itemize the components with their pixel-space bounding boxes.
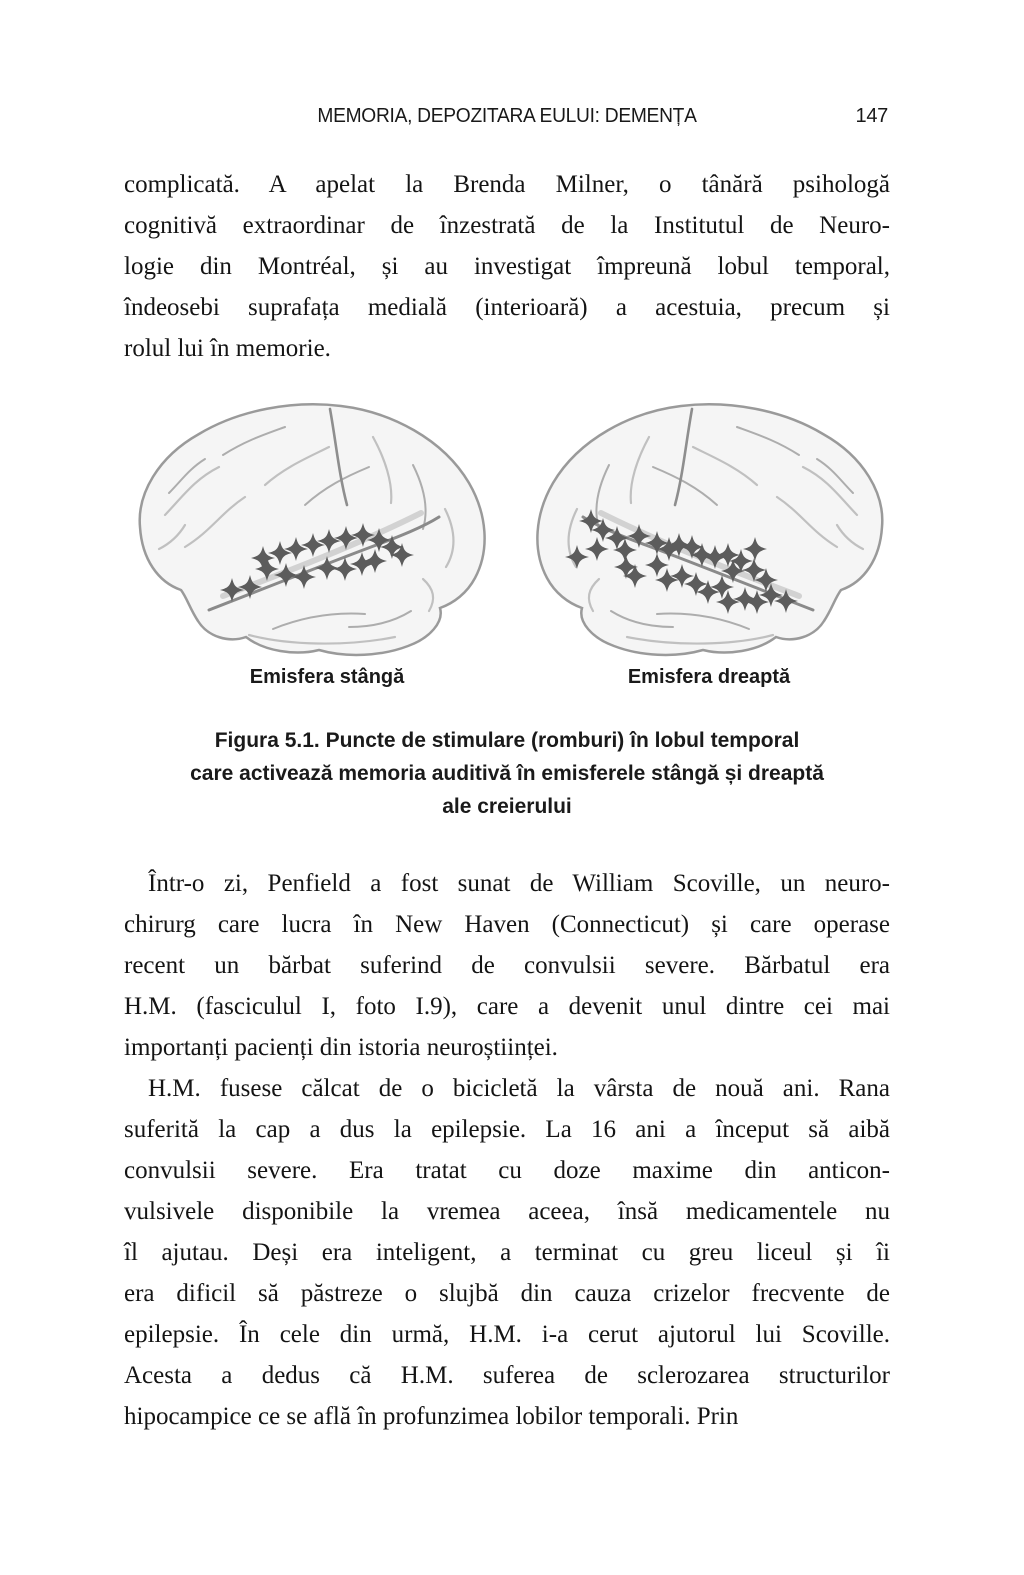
text-line: Acesta a dedus că H.M. suferea de sclerozarea structurilor: [124, 1362, 890, 1389]
caption-line: care activează memoria auditivă în emisferele stângă și dreaptă: [190, 762, 824, 785]
text-line: rolul lui în memorie.: [124, 335, 331, 362]
text-line: recent un bărbat suferind de convulsii severe. Bărbatul era: [124, 952, 890, 979]
text-line: îndeosebi suprafața medială (interioară) a acestuia, precum și: [124, 294, 890, 321]
chapter-title: MEMORIA, DEPOZITARA EULUI: DEMENȚA: [317, 105, 697, 127]
text-line: epilepsie. În cele din urmă, H.M. i-a cerut ajutorul lui Scoville.: [124, 1321, 890, 1348]
text-line: H.M. (fasciculul I, foto I.9), care a devenit unul dintre cei mai: [124, 993, 890, 1020]
body-paragraph-1: [124, 164, 890, 369]
text-line: suferită la cap a dus la epilepsie. La 16 ani a început să aibă: [124, 1116, 890, 1143]
text-line: îl ajutau. Deși era inteligent, a terminat cu greu liceul și îi: [124, 1239, 890, 1266]
text-line: Într-o zi, Penfield a fost sunat de William Scoville, un neuro-: [148, 870, 890, 897]
left-hemisphere-illustration: [123, 397, 503, 662]
text-line: chirurg care lucra în New Haven (Connecticut) și care operase: [124, 911, 890, 938]
text-line: complicată. A apelat la Brenda Milner, o tânără psihologă: [124, 171, 890, 198]
figure-label-left: Emisfera stângă: [249, 666, 405, 688]
page-header: [124, 105, 890, 131]
text-line: importanți pacienți din istoria neuroștiinței.: [124, 1034, 558, 1061]
text-line: vulsivele disponibile la vremea aceea, însă medicamentele nu: [124, 1198, 890, 1225]
caption-line: Figura 5.1. Puncte de stimulare (romburi) în lobul temporal: [214, 729, 800, 752]
right-hemisphere-illustration: [519, 397, 899, 662]
caption-line: ale creierului: [442, 795, 572, 818]
text-line: logie din Montréal, și au investigat împreună lobul temporal,: [124, 253, 890, 280]
text-line: era dificil să păstreze o slujbă din cauza crizelor frecvente de: [124, 1280, 890, 1307]
page-number: 147: [855, 105, 888, 127]
text-line: convulsii severe. Era tratat cu doze maxime din anticon-: [124, 1157, 890, 1184]
body-paragraph-2-3: [124, 863, 890, 1437]
figure-caption: [124, 724, 890, 823]
text-line: cognitivă extraordinar de înzestrată de la Institutul de Neuro-: [124, 212, 890, 239]
text-line: H.M. fusese călcat de o bicicletă la vârsta de nouă ani. Rana: [148, 1075, 890, 1102]
text-line: hipocampice ce se află în profunzimea lobilor temporali. Prin: [124, 1403, 739, 1430]
figure-label-right: Emisfera dreaptă: [627, 666, 791, 688]
